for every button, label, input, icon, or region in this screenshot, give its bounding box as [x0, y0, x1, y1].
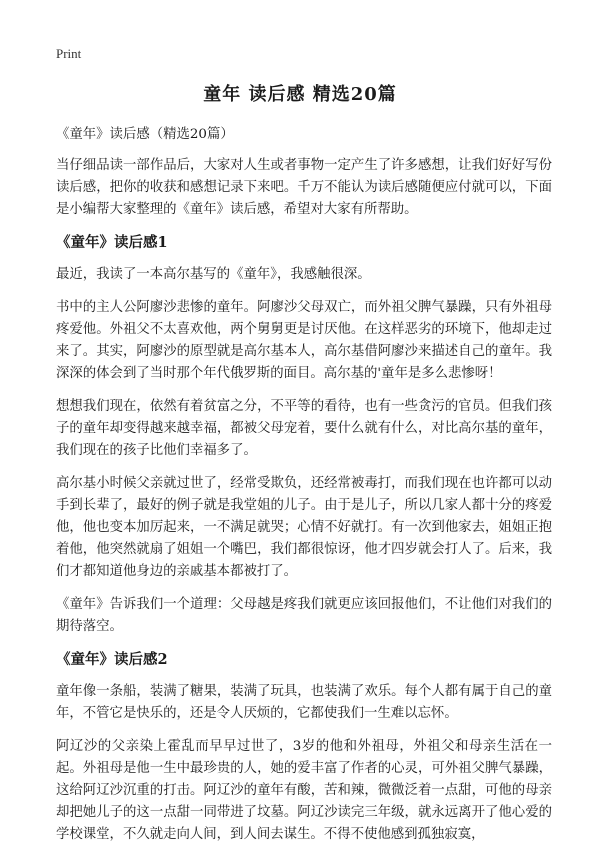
section-1-paragraph: 最近，我读了一本高尔基写的《童年》，我感触很深。	[56, 267, 371, 282]
article-body	[56, 124, 552, 857]
section-1-paragraph: 想想我们现在，依然有着贫富之分，不平等的看待，也有一些贪污的官员。但我们孩子的童年却变得越来越幸福，都被父母宠着，要什么就有什么，对比高尔基的童年，我们现在的孩子比他们幸福多了。	[56, 399, 552, 458]
section-1-paragraph: 高尔基小时候父亲就过世了，经常受欺负，还经常被毒打，而我们现在也许都可以动手到长辈了，最好的例子就是我堂姐的儿子。由于是儿子，所以几家人都十分的疼爱他，他也变本加厉起来，一不满足就哭；心情不好就打。有一次到他家去，姐姐正抱着他，他突然就扇了姐姐一个嘴巴，我们都很惊讶，他才四岁就会打人了。后来，我们才都知道他身边的亲戚基本都被打了。	[56, 476, 552, 579]
subtitle: 《童年》读后感（精选20篇）	[56, 127, 234, 142]
page-title: 童年 读后感 精选20篇	[203, 84, 397, 105]
section-1-paragraph: 书中的主人公阿廖沙悲惨的童年。阿廖沙父母双亡，而外祖父脾气暴躁，只有外祖母疼爱他。外祖父不太喜欢他，两个舅舅更是讨厌他。在这样恶劣的环境下，他却走过来了。其实，阿廖沙的原型就是高尔基本人，高尔基借阿廖沙来描述自己的童年。我深深的体会到了当时那个年代俄罗斯的面目。高尔基的'童年是多么悲惨呀！	[56, 300, 552, 381]
section-1-paragraph: 《童年》告诉我们一个道理：父母越是疼我们就更应该回报他们，不让他们对我们的期待落空。	[56, 597, 552, 634]
intro-paragraph: 当仔细品读一部作品后，大家对人生或者事物一定产生了许多感想，让我们好好写份读后感，把你的收获和感想记录下来吧。千万不能认为读后感随便应付就可以，下面是小编帮大家整理的《童年》读后感，希望对大家有所帮助。	[56, 158, 552, 217]
print-link[interactable]: Print	[56, 46, 82, 61]
section-heading-2: 《童年》读后感2	[56, 651, 168, 668]
section-heading-1: 《童年》读后感1	[56, 234, 168, 251]
section-2-paragraph: 童年像一条船，装满了糖果，装满了玩具，也装满了欢乐。每个人都有属于自己的童年，不管它是快乐的，还是令人厌烦的，它都使我们一生难以忘怀。	[56, 684, 552, 721]
section-2-paragraph: 阿辽沙的父亲染上霍乱而早早过世了，3岁的他和外祖母，外祖父和母亲生活在一起。外祖母是他一生中最珍贵的人，她的爱丰富了作者的心灵，可外祖父脾气暴躁，这给阿辽沙沉重的打击。阿辽沙的童年有酸，苦和辣，微微泛着一点甜，可他的母亲却把她儿子的这一点甜一同带进了坟墓。阿辽沙读完三年级，就永远离开了他心爱的学校课堂，不久就走向人间，到人间去谋生。不得不使他感到孤独寂寞，	[56, 739, 552, 842]
